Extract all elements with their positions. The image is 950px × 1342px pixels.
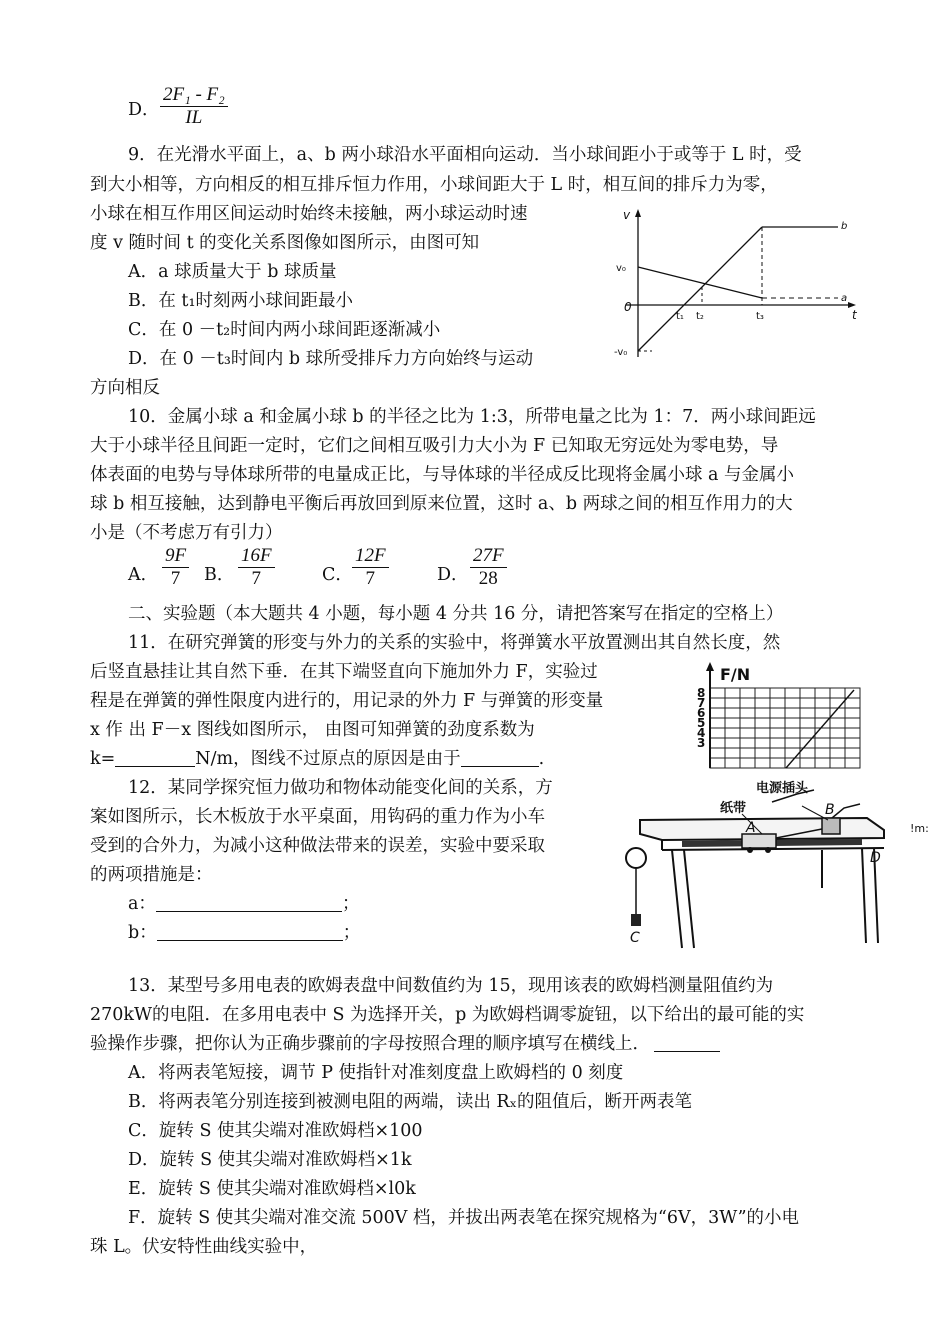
q9-graph-label-a: a — [841, 293, 848, 304]
q9-graph-neg-v0: -v₀ — [614, 347, 628, 358]
q11-reason-blank[interactable] — [461, 750, 539, 767]
q9-option-b: B．在 t₁时刻两小球间距最小 — [128, 291, 353, 311]
q13-line-2: 270kW的电阻．在多用电表中 S 为选择开关，p 为欧姆档调零旋钮，以下给出的最可能的实 — [90, 1005, 805, 1025]
q9-option-d: D．在 0 －t₃时间内 b 球所受排斥力方向始终与运动 — [128, 349, 534, 369]
q10-option-d-denominator: 28 — [470, 567, 507, 590]
q10-option-a-label: A． — [128, 565, 159, 585]
q8-option-d-label: D． — [128, 100, 160, 120]
q9-line-4: 度 v 随时间 t 的变化关系图像如图所示，由图可知 — [90, 233, 480, 253]
q13-option-f: F．旋转 S 使其尖端对准交流 500V 档，并拔出两表笔在探究规格为“6V，3W”的小电 — [128, 1208, 800, 1228]
q11-graph-tick-4: 4 — [697, 726, 706, 740]
q12-fig-label-d: D — [870, 850, 881, 866]
q13-option-e: E．旋转 S 使其尖端对准欧姆档×l0k — [128, 1179, 416, 1199]
q12-fig-tape: 纸带 — [720, 801, 747, 816]
q12-semicolon-b: ； — [342, 923, 361, 943]
q13-line-3 — [90, 1032, 720, 1056]
q10-option-d-label: D． — [437, 565, 469, 585]
q12-fig-side-mark: !m: — [910, 822, 929, 835]
q11-fx-graph — [694, 662, 864, 770]
q12-blank-b-row — [128, 921, 360, 945]
q12-blank-b-label: b： — [128, 923, 157, 943]
q11-line-5 — [90, 747, 544, 771]
q10-option-a-fraction — [162, 545, 189, 590]
section-2-heading: 二、实验题（本大题共 4 小题，每小题 4 分共 16 分，请把答案写在指定的空格上） — [128, 604, 784, 624]
q12-blank-a-row — [128, 892, 359, 916]
q9-graph-t3: t₃ — [756, 311, 764, 322]
q10-option-c-numerator: 12F — [355, 545, 386, 566]
q12-fig-label-c: C — [630, 930, 640, 946]
q13-option-c: C．旋转 S 使其尖端对准欧姆档×100 — [128, 1121, 423, 1141]
q13-option-b: B．将两表笔分别连接到被测电阻的两端，读出 Rₓ的阻值后，断开两表笔 — [128, 1092, 693, 1112]
q10-option-c-label: C． — [322, 565, 353, 585]
q10-option-c-fraction — [352, 545, 389, 590]
q12-line-4: 的两项措施是： — [90, 865, 213, 885]
q12-line-3: 受到的合外力，为减小这种做法带来的误差，实验中要采取 — [90, 836, 545, 856]
q11-period: . — [538, 749, 545, 769]
q12-blank-b[interactable] — [157, 924, 343, 941]
q10-option-d-numerator: 27F — [473, 545, 504, 566]
q8-option-d-denominator: IL — [160, 106, 228, 129]
q11-graph-tick-6: 6 — [697, 706, 706, 720]
q13-option-a: A．将两表笔短接，调节 P 使指针对准刻度盘上欧姆档的 0 刻度 — [128, 1063, 624, 1083]
q12-fig-power-plug: 电源插头 — [756, 781, 809, 796]
q12-fig-label-b: B — [825, 802, 835, 818]
q9-line-3: 小球在相互作用区间运动时始终未接触，两小球运动时速 — [90, 204, 528, 224]
q12-blank-a[interactable] — [156, 895, 342, 912]
q9-option-a: A．a 球质量大于 b 球质量 — [128, 262, 337, 282]
q12-line-2: 案如图所示，长木板放于水平桌面，用钩码的重力作为小车 — [90, 807, 545, 827]
q9-vt-graph — [612, 205, 862, 365]
q11-line-3: 程是在弹簧的弹性限度内进行的，用记录的外力 F 与弹簧的形变量 — [90, 691, 604, 711]
q8-option-d-numerator: 2F₁ - F₂ — [163, 84, 225, 105]
q9-graph-x-axis: t — [852, 308, 857, 322]
q12-blank-a-label: a： — [128, 894, 156, 914]
q9-graph-origin: 0 — [624, 300, 632, 314]
q12-semicolon-a: ； — [341, 894, 360, 914]
q9-graph-y-axis: v — [623, 208, 631, 222]
q12-apparatus-figure — [622, 778, 929, 958]
q11-reason-text: N/m，图线不过原点的原因是由于 — [195, 749, 461, 769]
q9-option-c: C．在 0 －t₂时间内两小球间距逐渐减小 — [128, 320, 441, 340]
q9-line-1: 9．在光滑水平面上，a、b 两小球沿水平面相向运动．当小球间距小于或等于 L 时，受 — [128, 145, 802, 165]
q12-line-1: 12．某同学探究恒力做功和物体动能变化间的关系，方 — [128, 778, 553, 798]
q8-option-d-fraction — [160, 84, 228, 129]
q10-line-2: 大于小球半径且间距一定时，它们之间相互吸引力大小为 F 已知取无穷远处为零电势，导 — [90, 436, 779, 456]
q9-graph-label-b: b — [841, 221, 848, 232]
q10-line-3: 体表面的电势与导体球所带的电量成正比，与导体球的半径成反比现将金属小球 a 与金属小 — [90, 465, 795, 485]
q11-graph-tick-8: 8 — [697, 686, 706, 700]
q10-option-a-denominator: 7 — [162, 567, 189, 590]
q13-answer-blank[interactable] — [654, 1035, 720, 1052]
q11-graph-tick-5: 5 — [697, 716, 706, 730]
q9-option-d-cont: 方向相反 — [90, 378, 160, 398]
q13-line-3-text: 验操作步骤，把你认为正确步骤前的字母按照合理的顺序填写在横线上． — [90, 1034, 650, 1054]
q11-graph-grid — [710, 688, 860, 768]
q10-option-a-numerator: 9F — [165, 545, 187, 566]
q9-graph-v0: v₀ — [616, 263, 626, 274]
q11-line-2: 后竖直悬挂让其自然下垂．在其下端竖直向下施加外力 F，实验过 — [90, 662, 598, 682]
q9-line-2: 到大小相等，方向相反的相互排斥恒力作用，小球间距大于 L 时，相互间的排斥力为零， — [90, 175, 778, 195]
q11-graph-tick-7: 7 — [697, 696, 706, 710]
q13-line-1: 13．某型号多用电表的欧姆表盘中间数值约为 15，现用该表的欧姆档测量阻值约为 — [128, 976, 774, 996]
q11-line-4: x 作 出 F－x 图线如图所示， 由图可知弹簧的劲度系数为 — [90, 720, 535, 740]
q10-line-1: 10．金属小球 a 和金属小球 b 的半径之比为 1:3，所带电量之比为 1：7．两小球间距远 — [128, 407, 816, 427]
q10-option-b-label: B． — [204, 565, 235, 585]
q10-option-c-denominator: 7 — [352, 567, 389, 590]
q9-graph-t2: t₂ — [696, 311, 704, 322]
q11-graph-tick-3: 3 — [697, 736, 706, 750]
q12-fig-label-a: A — [746, 820, 756, 836]
q11-k-blank[interactable] — [115, 750, 195, 767]
q10-option-b-numerator: 16F — [241, 545, 272, 566]
q10-line-4: 球 b 相互接触，达到静电平衡后再放回到原来位置，这时 a、b 两球之间的相互作用力的大 — [90, 494, 793, 514]
q10-option-b-fraction — [238, 545, 275, 590]
q11-k-label: k= — [90, 749, 116, 769]
q10-line-5: 小是（不考虑万有引力） — [90, 523, 283, 543]
q13-option-d: D．旋转 S 使其尖端对准欧姆档×1k — [128, 1150, 412, 1170]
q10-option-b-denominator: 7 — [238, 567, 275, 590]
q13-option-f-cont: 珠 L。伏安特性曲线实验中， — [90, 1237, 318, 1257]
q11-line-1: 11．在研究弹簧的形变与外力的关系的实验中，将弹簧水平放置测出其自然长度，然 — [128, 633, 781, 653]
q10-option-d-fraction — [470, 545, 507, 590]
q9-graph-t1: t₁ — [676, 311, 684, 322]
q11-graph-axis-label: F/N — [720, 665, 751, 684]
